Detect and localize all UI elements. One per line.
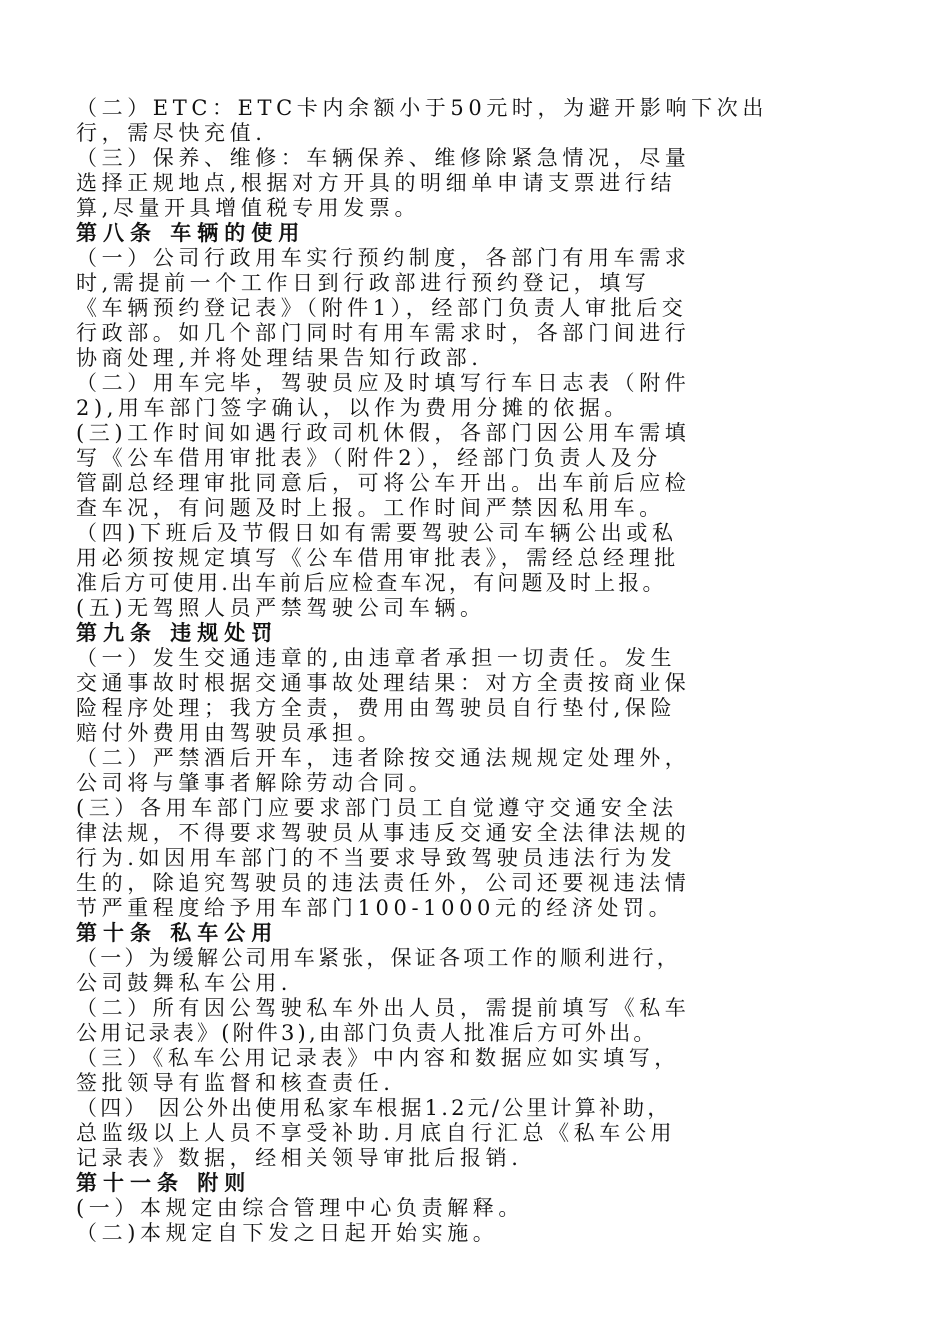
text-line: 节严重程度给予用车部门100-1000元的经济处罚。 [76,896,675,920]
text-line: 《车辆预约登记表》（附件1），经部门负责人审批后交 [76,296,688,320]
section-heading: 第十条 私车公用 [76,921,279,945]
text-line: 查车况，有问题及时上报。工作时间严禁因私用车。 [76,496,665,520]
text-line: （二）ETC：ETC卡内余额小于50元时，为避开影响下次出 [76,96,768,120]
text-line: （四） 因公外出使用私家车根据1.2元/公里计算补助， [76,1096,672,1120]
text-line: 管副总经理审批同意后，可将公车开出。出车前后应检 [76,471,691,495]
text-line: 行为.如因用车部门的不当要求导致驾驶员违法行为发 [76,846,677,870]
text-line: 律法规，不得要求驾驶员从事违反交通安全法律法规的 [76,821,691,845]
section-heading: 第九条 违规处罚 [76,621,279,645]
text-line: 准后方可使用.出车前后应检查车况，有问题及时上报。 [76,571,667,595]
text-line: 交通事故时根据交通事故处理结果：对方全责按商业保 [76,671,691,695]
text-line: 写《公车借用审批表》（附件2），经部门负责人及分 [76,446,662,470]
text-line: （三）保养、维修：车辆保养、维修除紧急情况，尽量 [76,146,691,170]
text-line: 协商处理,并将处理结果告知行政部. [76,346,483,370]
text-line: 记录表》数据，经相关领导审批后报销. [76,1146,523,1170]
text-line: (一）本规定由综合管理中心负责解释。 [76,1196,524,1220]
text-line: 用必须按规定填写《公车借用审批表》，需经总经理批 [76,546,680,570]
text-line: （一）为缓解公司用车紧张，保证各项工作的顺利进行， [76,946,681,970]
text-line: （二）所有因公驾驶私车外出人员，需提前填写《私车 [76,996,691,1020]
text-line: 时,需提前一个工作日到行政部进行预约登记，填写 [76,271,651,295]
text-line: 算,尽量开具增值税专用发票。 [76,196,421,220]
text-line: 险程序处理；我方全责，费用由驾驶员自行垫付,保险 [76,696,677,720]
text-line: （四)下班后及节假日如有需要驾驶公司车辆公出或私 [76,521,678,545]
text-line: （一）发生交通违章的,由违章者承担一切责任。发生 [76,646,677,670]
text-line: 赔付外费用由驾驶员承担。 [76,721,384,745]
text-line: （二）用车完毕，驾驶员应及时填写行车日志表（附件 [76,371,691,395]
section-article-8 [76,221,868,621]
intro-block [76,96,868,221]
section-article-11 [76,1171,868,1246]
text-line: 选择正规地点,根据对方开具的明细单申请支票进行结 [76,171,677,195]
text-line: （三）《私车公用记录表》中内容和数据应如实填写， [76,1046,680,1070]
section-article-9 [76,621,868,921]
text-line: 行政部。如几个部门同时有用车需求时，各部门间进行 [76,321,691,345]
section-heading: 第十一条 附则 [76,1171,252,1195]
text-line: 总监级以上人员不享受补助.月底自行汇总《私车公用 [76,1121,677,1145]
text-line: 2),用车部门签字确认，以作为费用分摊的依据。 [76,396,631,420]
text-line: 签批领导有监督和核查责任. [76,1071,395,1095]
text-line: 公司鼓舞私车公用. [76,971,293,995]
text-line: (三)工作时间如遇行政司机休假，各部门因公用车需填 [76,421,691,445]
text-line: (五)无驾照人员严禁驾驶公司车辆。 [76,596,486,620]
section-heading: 第八条 车辆的使用 [76,221,306,245]
text-line: 行，需尽快充值. [76,121,267,145]
text-line: 公司将与肇事者解除劳动合同。 [76,771,435,795]
text-line: 生的，除追究驾驶员的违法责任外，公司还要视违法情 [76,871,691,895]
text-line: 公用记录表》(附件3),由部门负责人批准后方可外出。 [76,1021,658,1045]
text-line: （二）严禁酒后开车，违者除按交通法规规定处理外， [76,746,691,770]
section-article-10 [76,921,868,1171]
text-line: （二)本规定自下发之日起开始实施。 [76,1221,499,1245]
text-line: （一）公司行政用车实行预约制度，各部门有用车需求 [76,246,691,270]
text-line: (三）各用车部门应要求部门员工自觉遵守交通安全法 [76,796,678,820]
document-page [76,96,868,1246]
